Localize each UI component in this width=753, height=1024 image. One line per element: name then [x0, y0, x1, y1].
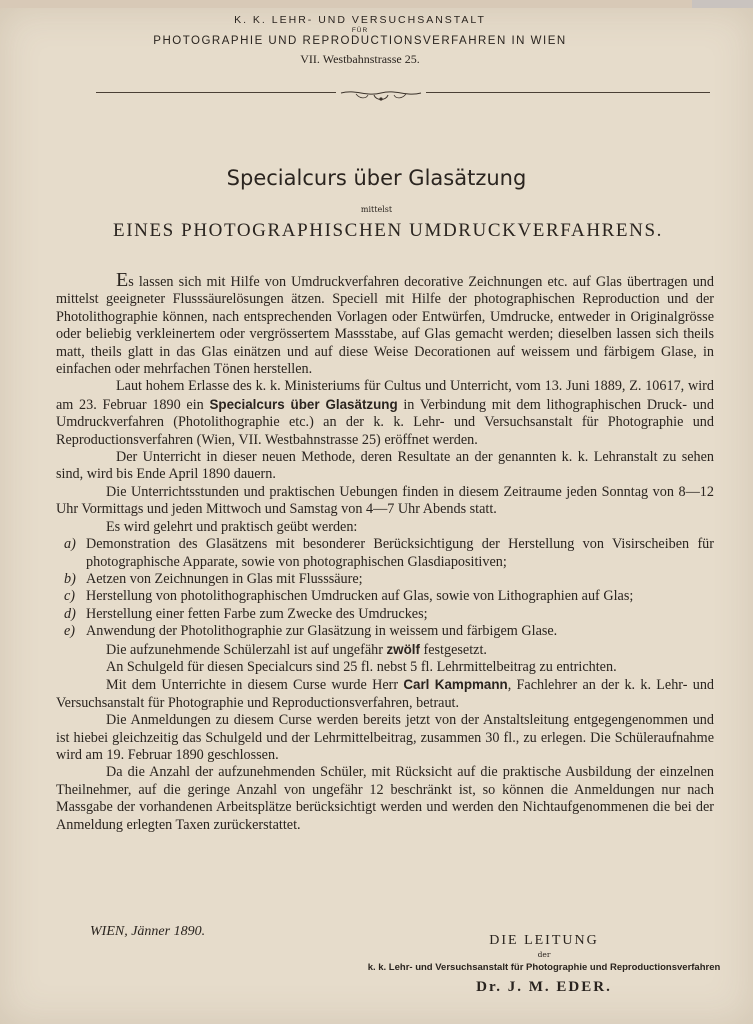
title-connector: mittelst [360, 205, 393, 214]
list-item-text: Demonstration des Glasätzens mit besonderer Berücksichtigung der Herstellung von Visirscheiben für photographische Apparate, sowie von photographischen Glasdiapositiven; [86, 536, 714, 570]
list-item [56, 536, 714, 571]
signature-heading: DIE LEITUNG [489, 933, 599, 948]
list-item [56, 571, 714, 588]
letterhead-institution: K. K. LEHR- UND VERSUCHSANSTALT [234, 14, 486, 26]
paragraph-student-count [56, 641, 714, 659]
paragraph-decree-text-a: Laut hohem Erlasse des k. k. Ministeriums für Cultus und Unterricht, vom 13. Juni 1889, Z. 10617, wird am 23. Februar 1890 ein [56, 378, 714, 413]
list-item [56, 623, 714, 640]
flourish-ornament-icon [336, 87, 426, 107]
paragraph-instructor-text-b: , Fachlehrer an der k. k. Lehr- und Versuchsanstalt für Photographie und Reproductionsverfahren, betraut. [56, 677, 715, 711]
signature-block [354, 933, 734, 996]
paragraph-decree-text-b: in Verbindung mit dem lithographischen Druck- und Umdruckverfahren (Photolithographie etc.) an der k. k. Lehr- und Versuchsanstalt für Photographie und Reproductionsverfahren (Wien, VII. Westbahnstrasse 25) eröffnet werden. [56, 396, 714, 448]
document-body [56, 269, 715, 834]
document-title: Specialcurs über Glasätzung [226, 166, 527, 190]
list-item-text: Anwendung der Photolithographie zur Glasätzung in weissem und färbigem Glase. [86, 623, 558, 640]
paragraph-admission: Da die Anzahl der aufzunehmenden Schüler, mit Rücksicht auf die praktische Ausbildung der einzelnen Theilnehmer, auf die geringe Anzahl von ungefähr 12 beschränkt ist, so können die Anmeldungen nur nach Massgabe der vorhandenen Arbeitsplätze berücksichtigt werden und werden den Nichtaufgenommenen die bei der Anmeldung erlegten Taxen zurückerstattet. [56, 764, 714, 833]
document-subtitle: EINES PHOTOGRAPHISCHEN UMDRUCKVERFAHRENS. [113, 220, 663, 241]
list-item [56, 588, 714, 605]
place-date: WIEN, Jänner 1890. [90, 924, 206, 939]
paragraph-registration: Die Anmeldungen zu diesem Curse werden bereits jetzt von der Anstaltsleitung entgegengenommen und ist hiebei gleichzeitig das Schulgeld und der Lehrmittelbeitrag, zusammen 30 fl., zu erlegen. Die Schüleraufnahme wird am 19. Februar 1890 geschlossen. [56, 712, 714, 763]
signature-der: der [537, 950, 551, 959]
list-item-label: e) [64, 623, 76, 640]
document-page [0, 8, 753, 1024]
list-item-text: Herstellung einer fetten Farbe zum Zwecke des Umdruckes; [86, 605, 428, 622]
paragraph-decree-course-name: Specialcurs über Glasätzung [209, 396, 398, 412]
paragraph-curriculum-intro: Es wird gelehrt und praktisch geübt werden: [106, 518, 358, 535]
paragraph-duration: Der Unterricht in dieser neuen Methode, deren Resultate an der genannten k. k. Lehranstalt zu sehen sind, wird bis Ende April 1890 dauern. [56, 449, 714, 483]
paragraph-instructor-text-a: Mit dem Unterrichte in diesem Curse wurde Herr [106, 677, 404, 694]
paragraph-decree [56, 378, 714, 449]
initial-letter: E [116, 269, 129, 291]
paragraph-fees: An Schulgeld für diesen Specialcurs sind 25 fl. nebst 5 fl. Lehrmittelbeitrag zu entrichten. [106, 658, 617, 675]
letterhead [150, 10, 570, 67]
letterhead-address: VII. Westbahnstrasse 25. [300, 52, 420, 66]
instructor-name: Carl Kampmann [403, 677, 508, 693]
list-item-label: c) [64, 588, 76, 605]
signature-institution: k. k. Lehr- und Versuchsanstalt für Photographie und Reproductionsverfahren [367, 962, 721, 973]
paragraph-schedule: Die Unterrichtsstunden und praktischen Uebungen finden in diesem Zeitraume jeden Sonntag von 8—12 Uhr Vormittags und jeden Mittwoch und Samstag von 4—7 Uhr Abends statt. [56, 483, 714, 518]
letterhead-fuer: FÜR [351, 27, 369, 34]
list-item [56, 606, 714, 623]
list-item-text: Herstellung von photolithographischen Umdrucken auf Glas, sowie von Lithographien auf Glas; [86, 588, 634, 605]
signature-name: Dr. J. M. EDER. [476, 979, 612, 995]
letterhead-subject: PHOTOGRAPHIE UND REPRODUCTIONSVERFAHREN IN WIEN [153, 35, 567, 47]
list-item-label: a) [64, 536, 76, 553]
student-count-value: zwölf [386, 641, 420, 657]
list-item-text: Aetzen von Zeichnungen in Glas mit Flusssäure; [86, 570, 363, 587]
list-item-label: b) [64, 570, 76, 587]
paragraph-intro [56, 269, 714, 378]
paragraph-instructor [56, 676, 714, 712]
list-item-label: d) [64, 605, 76, 622]
curriculum-list [56, 536, 714, 640]
paragraph-intro-text: s lassen sich mit Hilfe von Umdruckverfahren decorative Zeichnungen etc. auf Glas übertragen und mittelst geeigneter Flusssäurelösungen ätzen. Speciell mit Hilfe der photographischen Reproduction und der Photolithographie können, nach entsprechenden Vorlagen oder Entwürfen, Umdrucke, entweder in Originalgrösse oder beliebig verkleinertem oder vergrössertem Massstabe, auf Glas gemacht werden; dieselben lassen sich theils matt, theils glatt in das Glas einätzen und auf diese Weise Decorationen auf weissem und färbigem Glase, in einfachen oder mehrfachen Tönen herstellen. [56, 274, 714, 378]
paragraph-student-count-text-b: festgesetzt. [419, 641, 487, 658]
paragraph-student-count-text-a: Die aufzunehmende Schülerzahl ist auf ungefähr [106, 641, 387, 658]
